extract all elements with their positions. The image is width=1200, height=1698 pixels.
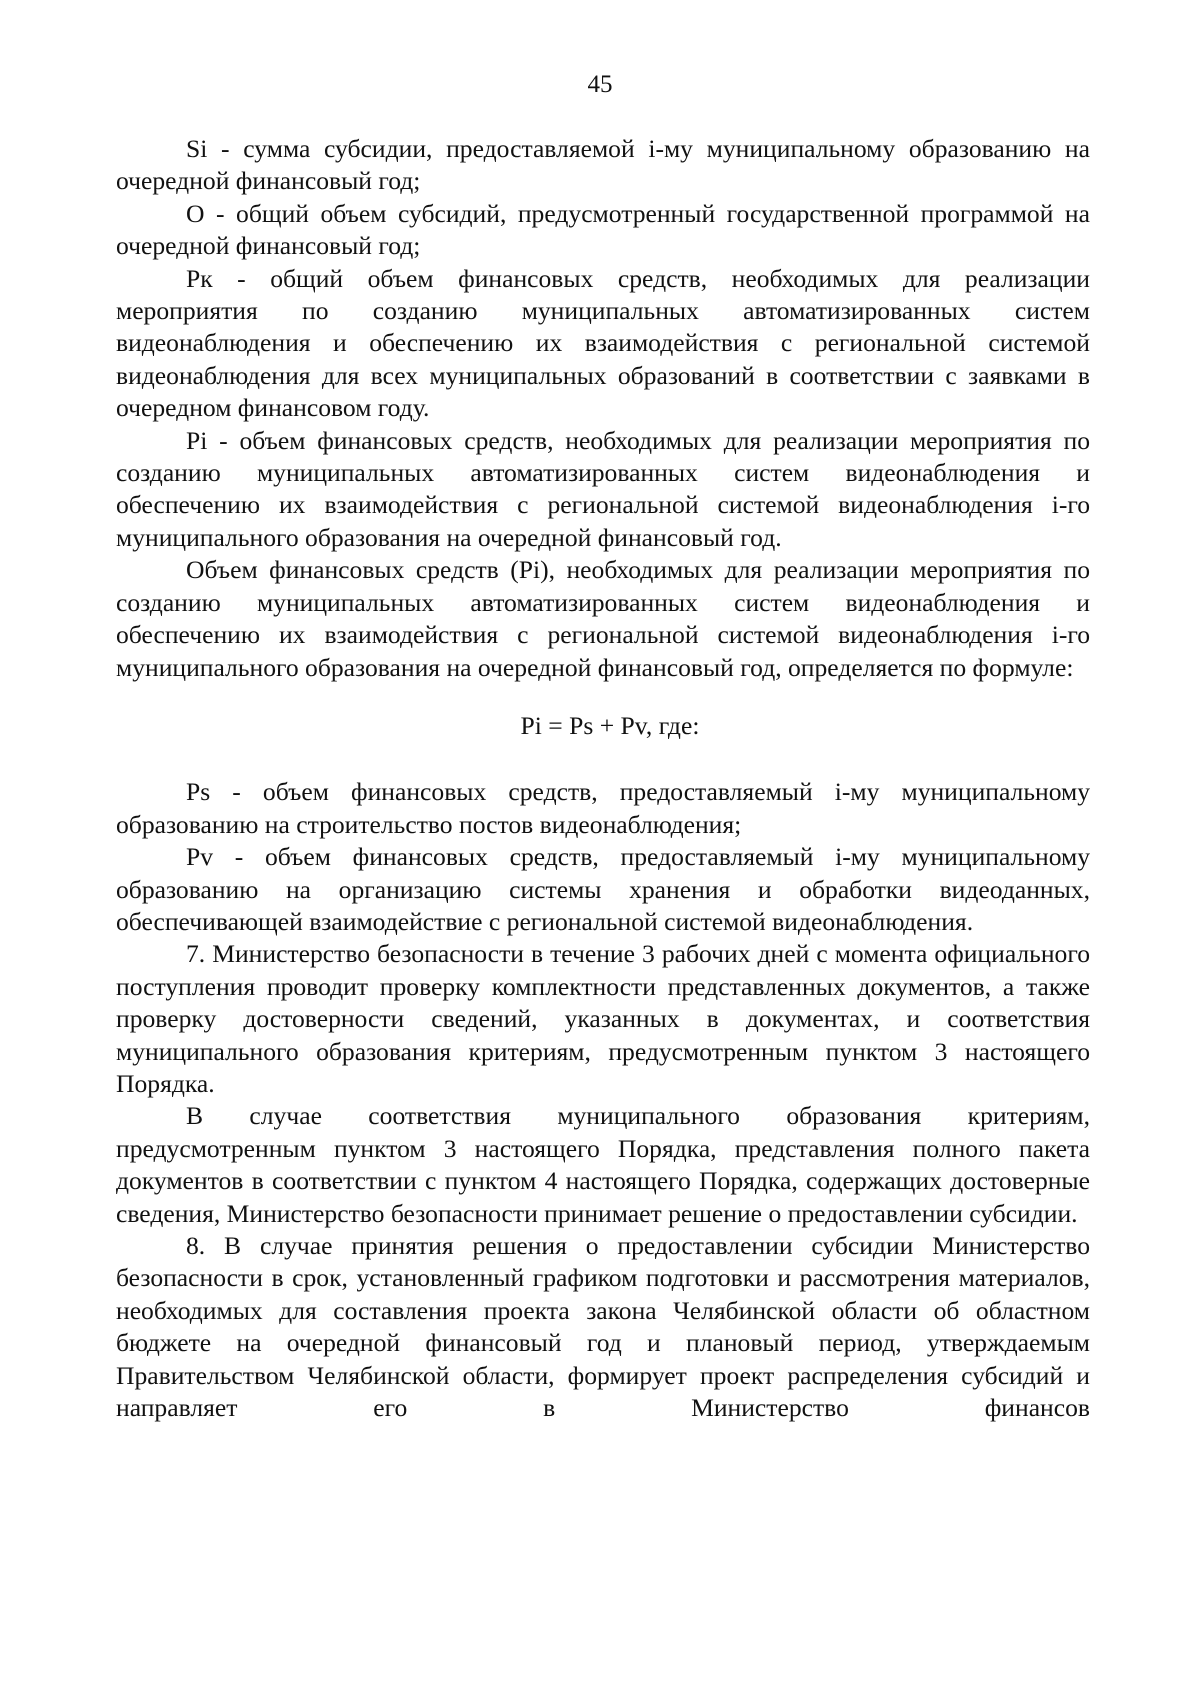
paragraph-pi-definition: Pi - объем финансовых средств, необходимых для реализации мероприятия по созданию муниципальных автоматизированных систем видеонаблюдения и обеспечению их взаимодействия с региональной системой видеонаблюдения i-го муниципального образования на очередной финансовый год. (116, 425, 1090, 552)
document-body (116, 133, 1090, 1424)
paragraph-si-definition: Si - сумма субсидии, предоставляемой i-му муниципальному образованию на очередной финансовый год; (116, 134, 1090, 196)
page-number: 45 (587, 71, 613, 98)
paragraph-o-definition: О - общий объем субсидий, предусмотренный государственной программой на очередной финансовый год; (116, 198, 1090, 261)
paragraph-decision: В случае соответствия муниципального образования критериям, предусмотренным пунктом 3 настоящего Порядка, представления полного пакета документов в соответствии с пунктом 4 настоящего Порядка, содержащих достоверные сведения, Министерство безопасности принимает решение о предоставлении субсидии. (116, 1101, 1090, 1228)
formula: Pi = Ps + Pv, где: (520, 710, 700, 740)
paragraph-pk-definition: Рк - общий объем финансовых средств, необходимых для реализации мероприятия по созданию муниципальных автоматизированных систем видеонаблюдения и обеспечению их взаимодействия с региональной системой видеонаблюдения для всех муниципальных образований в соответствии с заявками в очередном финансовом году. (116, 263, 1090, 423)
paragraph-pv-definition: Pv - объем финансовых средств, предоставляемый i-му муниципальному образованию на организацию системы хранения и обработки видеоданных, обеспечивающей взаимодействие с региональной системой видеонаблюдения. (116, 842, 1090, 936)
paragraph-item-7: 7. Министерство безопасности в течение 3 рабочих дней с момента официального поступления проводит проверку комплектности представленных документов, а также проверку достоверности сведений, указанных в документах, и соответствия муниципального образования критериям, предусмотренным пунктом 3 настоящего Порядка. (116, 939, 1090, 1098)
paragraph-ps-definition: Ps - объем финансовых средств, предоставляемый i-му муниципальному образованию на строительство постов видеонаблюдения; (116, 777, 1090, 839)
paragraph-item-8: 8. В случае принятия решения о предоставлении субсидии Министерство безопасности в срок, установленный графиком подготовки и рассмотрения материалов, необходимых для составления проекта закона Челябинской области об областном бюджете на очередной финансовый год и плановый период, утверждаемым Правительством Челябинской области, формирует проект распределения субсидий и направляет его в Министерство финансов (116, 1231, 1090, 1423)
paragraph-pi-volume: Объем финансовых средств (Pi), необходимых для реализации мероприятия по созданию муниципальных автоматизированных систем видеонаблюдения и обеспечению их взаимодействия с региональной системой видеонаблюдения i-го муниципального образования на очередной финансовый год, определяется по формуле: (116, 555, 1090, 682)
